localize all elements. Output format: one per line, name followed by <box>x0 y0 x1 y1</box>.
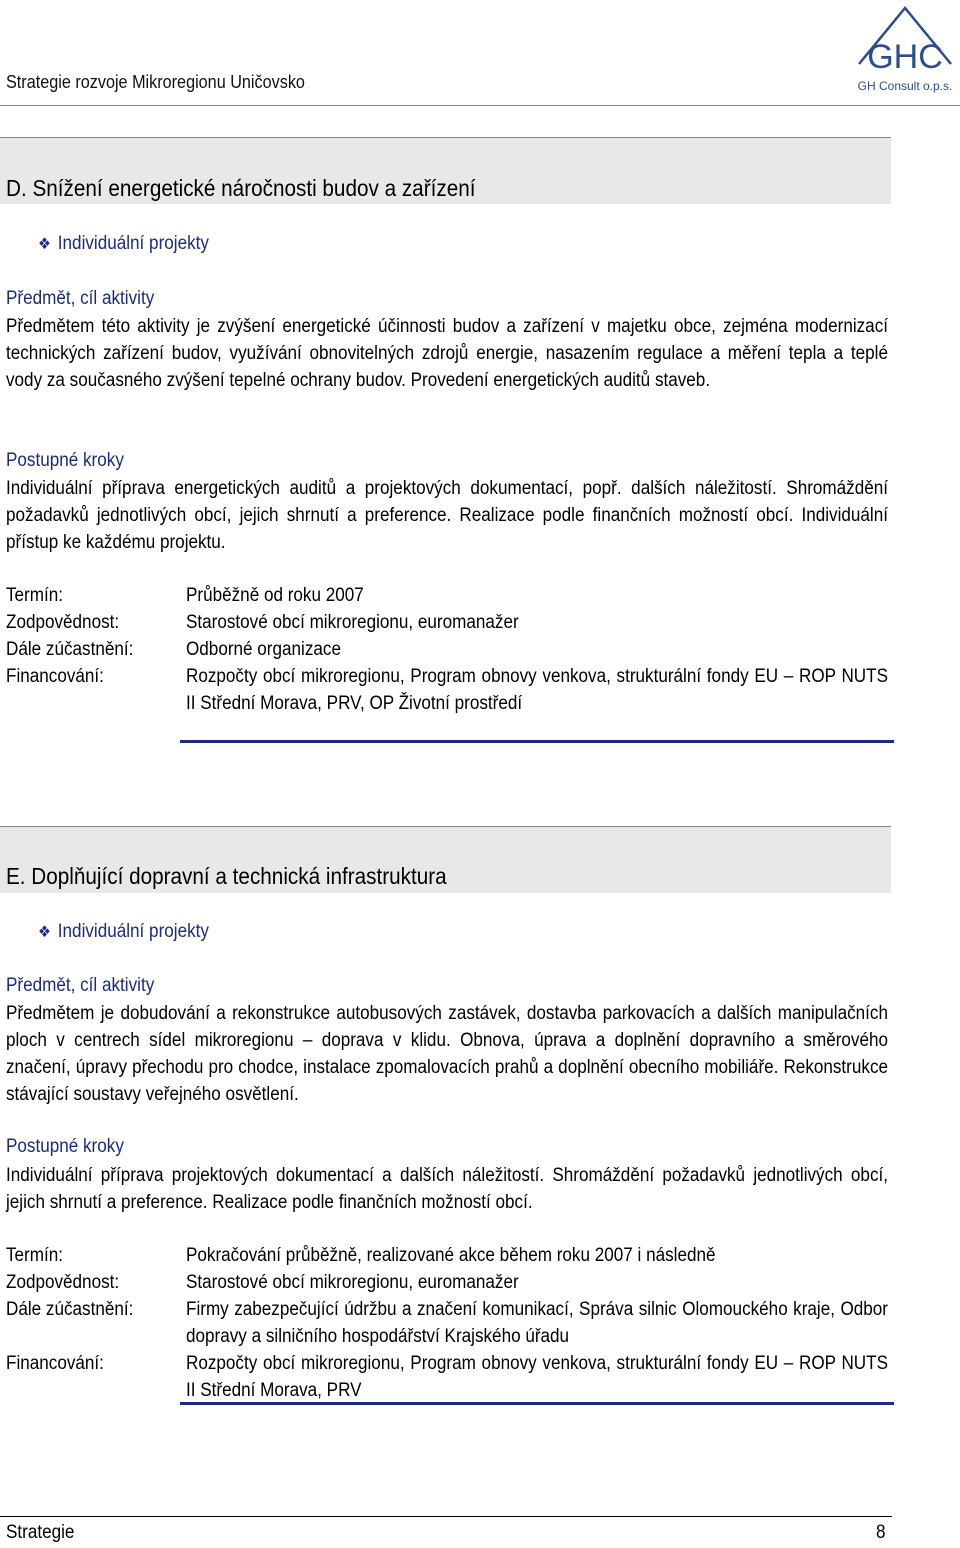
meta-value: Firmy zabezpečující údržbu a značení komunikací, Správa silnic Olomouckého kraje, Odbor dopravy a silničního hospodářství Krajského úřadu <box>186 1299 888 1347</box>
meta-value: Starostové obcí mikroregionu, euromanažer <box>186 1272 519 1293</box>
section-e-subtitle-text: Individuální projekty <box>57 921 209 942</box>
section-d-steps-label: Postupné kroky <box>6 450 124 471</box>
meta-value: Starostové obcí mikroregionu, euromanažer <box>186 612 519 633</box>
meta-value: Průběžně od roku 2007 <box>186 585 364 606</box>
section-e-steps-text: Individuální příprava projektových dokumentací a dalších náležitostí. Shromáždění požadavků jednotlivých obcí, jejich shrnutí a preference. Realizace podle finančních možností obcí. <box>6 1165 888 1213</box>
meta-row-term <box>6 1242 888 1269</box>
section-d-subtitle-text: Individuální projekty <box>57 233 209 254</box>
meta-row-participants <box>6 636 888 663</box>
meta-value: Odborné organizace <box>186 639 341 660</box>
section-e-end-rule <box>180 1402 894 1405</box>
diamond-bullet-icon: ❖ <box>38 236 51 253</box>
section-d-subtitle <box>38 233 209 255</box>
meta-row-term <box>6 582 888 609</box>
diamond-bullet-icon: ❖ <box>38 924 51 941</box>
section-d-title: D. Snížení energetické náročnosti budov a zařízení <box>6 175 476 201</box>
meta-row-funding <box>6 663 888 717</box>
logo-subtitle: GH Consult o.p.s. <box>857 79 953 93</box>
meta-row-participants <box>6 1296 888 1350</box>
section-e-subject-label: Předmět, cíl aktivity <box>6 975 155 996</box>
meta-key: Dále zúčastnění: <box>6 1299 134 1320</box>
ghc-logo <box>853 2 957 96</box>
meta-value: Rozpočty obcí mikroregionu, Program obnovy venkova, strukturální fondy EU – ROP NUTS II Střední Morava, PRV, OP Životní prostředí <box>186 666 888 714</box>
meta-row-responsibility <box>6 1269 888 1296</box>
document-header-title: Strategie rozvoje Mikroregionu Uničovsko <box>6 72 305 92</box>
section-e-title: E. Doplňující dopravní a technická infrastruktura <box>6 863 447 889</box>
meta-key: Zodpovědnost: <box>6 612 120 633</box>
section-e-meta <box>6 1242 888 1404</box>
meta-key: Financování: <box>6 1353 104 1374</box>
meta-value: Rozpočty obcí mikroregionu, Program obnovy venkova, strukturální fondy EU – ROP NUTS II Střední Morava, PRV <box>186 1353 888 1401</box>
meta-row-funding <box>6 1350 888 1404</box>
footer-rule <box>0 1516 892 1517</box>
section-d-subject-label: Předmět, cíl aktivity <box>6 288 155 309</box>
meta-key: Dále zúčastnění: <box>6 639 134 660</box>
section-e-subtitle <box>38 921 209 943</box>
meta-key: Termín: <box>6 1245 64 1266</box>
section-d-subject-text: Předmětem této aktivity je zvýšení energetické účinnosti budov a zařízení v majetku obce, zejména modernizací technických zařízení budov, využívání obnovitelných zdrojů energie, nasazením regulace a měření tepla a teplé vody za současného zvýšení tepelné ochrany budov. Provedení energetických auditů staveb. <box>6 316 888 391</box>
logo-text: GHC <box>867 38 943 76</box>
page-number: 8 <box>876 1522 886 1543</box>
section-d-end-rule <box>180 740 894 743</box>
section-d-steps-text: Individuální příprava energetických auditů a projektových dokumentací, popř. dalších náležitostí. Shromáždění požadavků jednotlivých obcí, jejich shrnutí a preference. Realizace podle finančních možností obcí. Individuální přístup ke každému projektu. <box>6 478 888 553</box>
section-e-subject-text: Předmětem je dobudování a rekonstrukce autobusových zastávek, dostavba parkovacích a dalších manipulačních ploch v centrech sídel mikroregionu – doprava v klidu. Obnova, úprava a doplnění dopravního a směrového značení, úpravy přechodu pro chodce, instalace zpomalovacích prahů a doplnění obecního mobiliáře. Rekonstrukce stávající soustavy veřejného osvětlení. <box>6 1003 888 1105</box>
meta-key: Termín: <box>6 585 64 606</box>
section-e-steps-label: Postupné kroky <box>6 1136 124 1157</box>
meta-row-responsibility <box>6 609 888 636</box>
footer-label: Strategie <box>6 1522 75 1543</box>
header-rule <box>0 105 960 106</box>
section-d-meta <box>6 582 888 717</box>
meta-value: Pokračování průběžně, realizované akce během roku 2007 i následně <box>186 1245 716 1266</box>
meta-key: Financování: <box>6 666 104 687</box>
meta-key: Zodpovědnost: <box>6 1272 120 1293</box>
